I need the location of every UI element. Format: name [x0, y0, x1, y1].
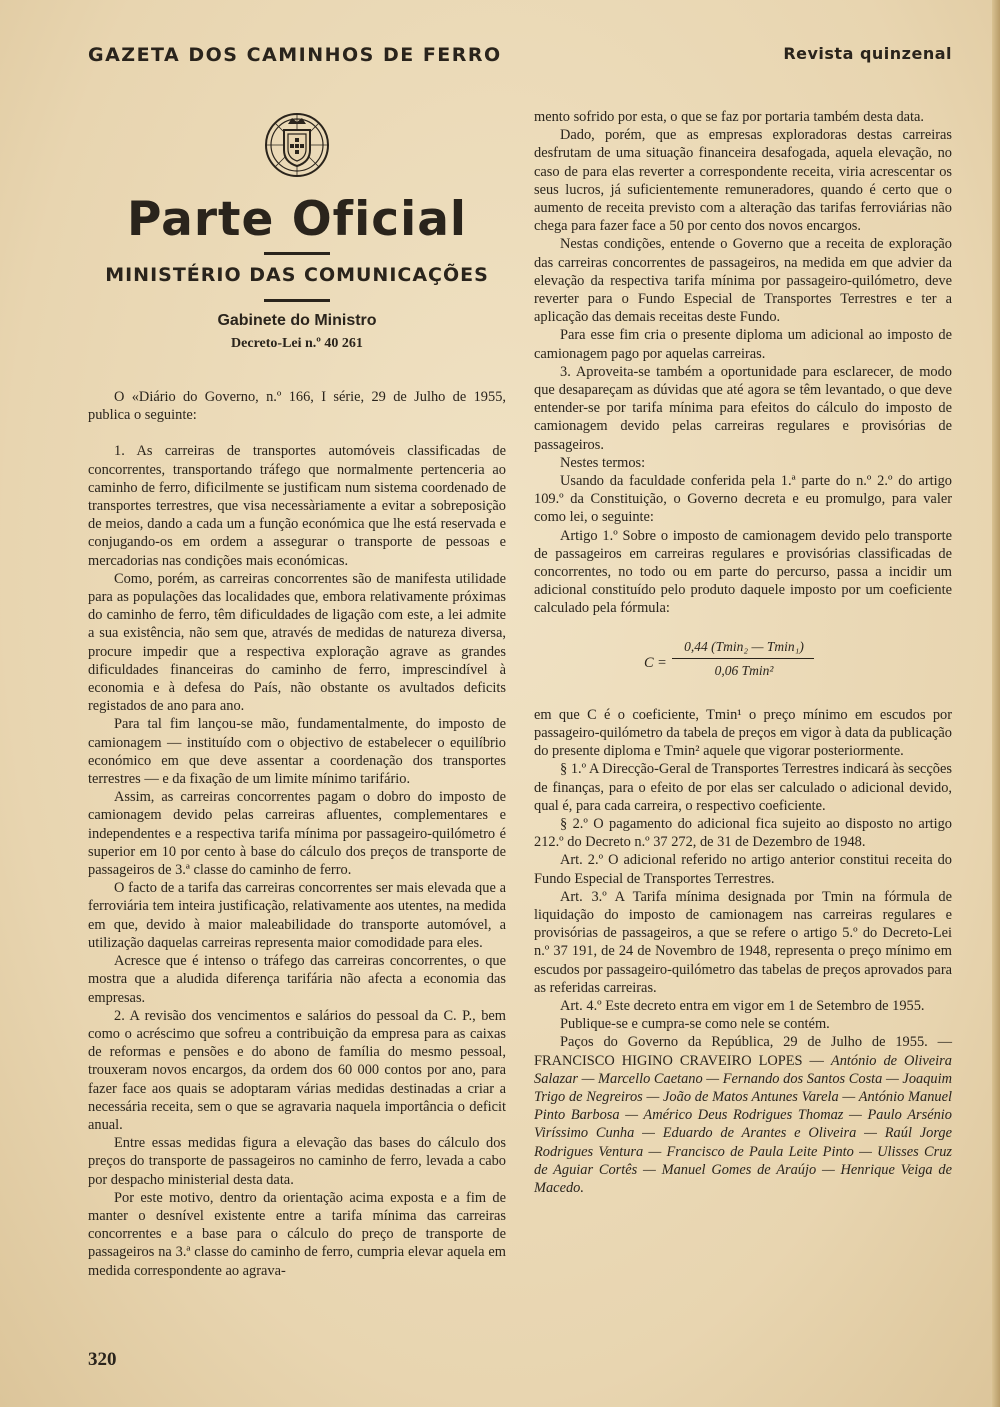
paragraph: Art. 3.º A Tarifa mínima designada por Tmin na fórmula de liquidação do imposto de camionagem nas carreiras regulares e provisórias de passageiros, a que se refere o artigo 5.º do Decreto-Lei n.º 37 191, de 24 de Novembro de 1948, representa o preço mínimo em escudos por passageiro-quilómetro das tabelas de preços aprovados para as referidas carreiras. — [534, 888, 952, 996]
journal-title: GAZETA DOS CAMINHOS DE FERRO — [88, 44, 502, 66]
paragraph: Entre essas medidas figura a elevação das bases do cálculo dos preços do transporte de passageiros no caminho de ferro, levada a cabo por despacho ministerial desta data. — [88, 1135, 506, 1188]
formula-numerator: 0,44 (Tmin₂ — Tmin₁) — [684, 638, 804, 654]
formula-denominator: 0,06 Tmin² — [714, 662, 774, 678]
paragraph: mento sofrido por esta, o que se faz por portaria também desta data. — [534, 109, 925, 125]
paragraph: Nestas condições, entende o Governo que a receita de exploração das carreiras concorrentes de passageiros, na medida em que advier da elevação da respectiva tarifa mínima por passageiro-quilómetro, deve reverter para o Fundo Especial de Transportes Terrestres e ter a aplicação das demais receitas deste Fundo. — [534, 236, 952, 326]
paragraph: Como, porém, as carreiras concorrentes são de manifesta utilidade para as populações das localidades que, embora relativamente próximas do caminho de ferro, têm dificuldades de ligação com este, a lei admite a sua existência, não sem que, através de medidas de natureza diversa, procure impedir que a respectiva exploração agrave as grandes dificuldades financeiras do caminho de ferro, imprescindível à economia e à defesa do País, não obstante os avultados deficits registados de ano para ano. — [88, 570, 506, 715]
paragraph: Art. 4.º Este decreto entra em vigor em 1 de Setembro de 1955. — [560, 997, 925, 1014]
section-title-text: Parte Oficial — [126, 192, 468, 247]
signoff-place: Paços do Governo da República, 29 de Julho de 1955. — — [560, 1034, 952, 1051]
office-heading: Gabinete do Ministro — [217, 312, 377, 329]
right-column — [534, 108, 952, 1197]
paragraph: Usando da faculdade conferida pela 1.ª parte do n.º 2.º do artigo 109.º da Constituição, o Governo decreta e eu promulgo, para valer como lei, o seguinte: — [534, 473, 952, 526]
page-number: 320 — [88, 1349, 117, 1370]
paragraph: 1. As carreiras de transportes automóveis classificadas de concorrentes, transportando tráfego que normalmente pertenceria ao caminho de ferro, dificilmente se justificam num sistema coordenado de transportes terrestres, que visa necessàriamente a evitar a sobreposição de meios, dando a cada um a função económica que lhe está reservada e conjugando-os em ordem a assegurar o transporte de pessoas e mercadorias nas condições mais económicas. — [88, 443, 506, 569]
left-column — [88, 388, 506, 1280]
running-head — [88, 44, 952, 74]
paragraph: O «Diário do Governo, n.º 166, I série, 29 de Julho de 1955, publica o seguinte: — [88, 389, 506, 424]
paragraph: 2. A revisão dos vencimentos e salários do pessoal da C. P., bem como o acréscimo que sofreu a contribuição da empresa para as caixas de reformas e pensões e do abono de família do mesmo pessoal, trouxeram novos encargos, da ordem dos 60 000 contos por ano, para fazer face aos quais se adoptaram várias medidas destinadas a criar a necessária receita, sem o que se agravaria naquela importância o deficit anual. — [88, 1007, 506, 1133]
ministry-heading: MINISTÉRIO DAS COMUNICAÇÕES — [105, 264, 489, 286]
paragraph: 3. Aproveita-se também a oportunidade para esclarecer, de modo que desapareçam as dúvidas que até agora se têm levantado, o que deve entender-se por tarifa mínima para efeitos do cálculo do imposto de camionagem devido pelas carreiras regulares e provisórias de passageiros. — [534, 363, 952, 453]
paragraph: § 1.º A Direcção-Geral de Transportes Terrestres indicará às secções de finanças, para o efeito de por elas ser calculado o adicional devido, qual é, para cada carreira, o respectivo coeficiente. — [534, 761, 952, 814]
paragraph: Assim, as carreiras concorrentes pagam o dobro do imposto de camionagem devido pelas carreiras afluentes, complementares e independentes e a respectiva tarifa mínima por passageiro-quilómetro é superior em 10 por cento à base do cálculo dos preços de transporte de passageiros de 3.ª classe do caminho de ferro. — [88, 789, 506, 879]
journal-frequency: Revista quinzenal — [783, 44, 952, 63]
formula-lhs: C — [644, 654, 654, 671]
fraction-bar — [672, 658, 814, 659]
paragraph: Art. 2.º O adicional referido no artigo anterior constitui receita do Fundo Especial de Transportes Terrestres. — [534, 852, 952, 887]
paragraph: Por este motivo, dentro da orientação acima exposta e a fim de manter o desnível existente entre a tarifa mínima das carreiras concorrentes e a base para o cálculo do preço de transporte de passageiros na 3.ª classe do caminho de ferro, cumpria elevar aquela em medida correspondente ao agrava- — [88, 1189, 506, 1279]
paragraph: Dado, porém, que as empresas exploradoras destas carreiras desfrutam de uma situação financeira desafogada, aquela elevação, no caso de para elas reverter a correspondente receita, viria acrescentar os seus lucros, já suficientemente remuneradores, quando é certo que o aumento de receita previsto com a alteração das tarifas ferroviárias não chega para fazer face a 50 por cento dos novos encargos. — [534, 127, 952, 235]
signoff-president: FRANCISCO HIGINO CRAVEIRO LOPES — — [534, 1052, 824, 1069]
section-title — [88, 192, 506, 248]
paragraph: O facto de a tarifa das carreiras concorrentes ser mais elevada que a ferroviária tem inteira justificação, relativamente aos utentes, na medida em que, devido à maior maleabilidade do transporte automóvel, a utilização daquelas carreiras representa maior comodidade para eles. — [88, 880, 506, 951]
paragraph: Nestes termos: — [560, 454, 646, 471]
section-masthead — [88, 112, 506, 352]
signoff-ministers: António de Oliveira Salazar — Marcello Caetano — Fernando dos Santos Costa — Joaquim Trigo de Negreiros — João de Matos Antunes Varela — António Manuel Pinto Barbosa — Américo Deus Rodrigues Thomaz — Paulo Arsénio Viríssimo Cunha — Eduardo de Arantes e Oliveira — Raúl Jorge Rodrigues Ventura — Francisco de Paula Leite Pinto — Ulisses Cruz de Aguiar Cortês — Manuel Gomes de Araújo — Henrique Veiga de Macedo. — [534, 1052, 952, 1196]
paragraph: Acresce que é intenso o tráfego das carreiras concorrentes, o que mostra que a aludida diferença tarifária não afecta a economia das empresas. — [88, 953, 506, 1006]
ministry-rule — [264, 299, 330, 302]
paragraph: em que C é o coeficiente, Tmin¹ o preço mínimo em escudos por passageiro-quilómetro da tabela de preços em vigor à data da publicação do presente diploma e Tmin² aquele que vigorar posteriormente. — [534, 706, 952, 760]
coefficient-formula — [534, 638, 952, 692]
paragraph: Para esse fim cria o presente diploma um adicional ao imposto de camionagem pago por aquelas carreiras. — [534, 327, 952, 362]
coat-of-arms-icon — [264, 112, 330, 178]
formula-equals: = — [658, 654, 667, 671]
decree-number: Decreto-Lei n.º 40 261 — [231, 336, 363, 351]
paragraph: Artigo 1.º Sobre o imposto de camionagem devido pelo transporte de passageiros em carreiras regulares e provisórias classificadas de concorrentes, no todo ou em parte do percurso, passa a incidir um adicional constituído pelo produto daquele imposto por um coeficiente calculado pela fórmula: — [534, 527, 952, 617]
signoff — [534, 1033, 952, 1197]
title-rule — [264, 252, 330, 255]
paragraph: § 2.º O pagamento do adicional fica sujeito ao disposto no artigo 212.º do Decreto n.º 37 272, de 31 de Dezembro de 1948. — [534, 815, 952, 851]
paragraph: Para tal fim lançou-se mão, fundamentalmente, do imposto de camionagem — instituído com o objectivo de estabelecer o equilíbrio económico em que deve assentar a coordenação dos transportes terrestres — e da fixação de um limite mínimo tarifário. — [88, 716, 506, 788]
paragraph: Publique-se e cumpra-se como nele se contém. — [560, 1016, 830, 1033]
page-edge — [992, 0, 1000, 1407]
